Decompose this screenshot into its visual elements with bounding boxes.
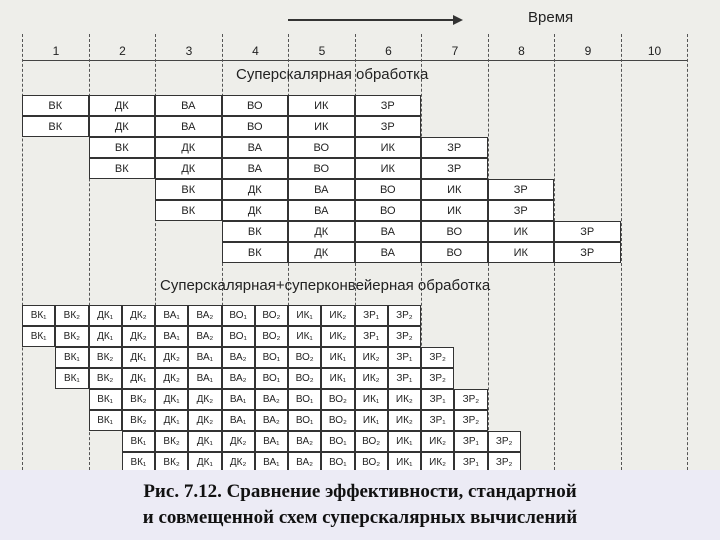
substage-cell: ВК₁: [89, 410, 122, 431]
substage-cell: ИК₂: [421, 452, 454, 473]
stage-cell: ВО: [421, 221, 488, 242]
time-arrow-line: [288, 19, 453, 21]
substage-cell: ЗР₂: [421, 368, 454, 389]
stage-cell: ИК: [488, 221, 555, 242]
substage-cell: ВО₁: [321, 431, 354, 452]
substage-cell: ВА₂: [222, 347, 255, 368]
stage-cell: ВК: [22, 95, 89, 116]
caption-line-2: и совмещенной схем суперскалярных вычислений: [142, 507, 578, 528]
stage-cell: ВК: [89, 137, 156, 158]
substage-cell: ВО₂: [288, 368, 321, 389]
figure-caption: [0, 470, 720, 540]
stage-cell: ВО: [421, 242, 488, 263]
substage-cell: ВО₂: [255, 305, 288, 326]
time-tick-6: 6: [385, 44, 392, 58]
substage-cell: ИК₂: [388, 410, 421, 431]
stage-cell: ДК: [155, 158, 222, 179]
stage-cell: ВО: [288, 137, 355, 158]
substage-cell: ВО₁: [288, 389, 321, 410]
substage-cell: ВК₂: [55, 326, 88, 347]
time-tick-9: 9: [584, 44, 592, 58]
stage-cell: ВО: [222, 116, 289, 137]
substage-cell: ДК₁: [122, 347, 155, 368]
substage-cell: ЗР₂: [454, 410, 487, 431]
stage-cell: ЗР: [554, 221, 621, 242]
stage-cell: ЗР: [554, 242, 621, 263]
substage-cell: ВО₂: [321, 410, 354, 431]
substage-cell: ВК₂: [122, 410, 155, 431]
stage-cell: ИК: [488, 242, 555, 263]
time-tick-10: 10: [647, 44, 662, 58]
stage-cell: ВА: [222, 158, 289, 179]
stage-cell: ДК: [288, 242, 355, 263]
substage-cell: ДК₂: [122, 326, 155, 347]
stage-cell: ВА: [155, 95, 222, 116]
stage-cell: ИК: [421, 179, 488, 200]
substage-cell: ДК₂: [155, 347, 188, 368]
substage-cell: ИК₂: [388, 389, 421, 410]
substage-cell: ЗР₂: [388, 305, 421, 326]
substage-cell: ДК₁: [89, 305, 122, 326]
substage-cell: ВА₁: [255, 431, 288, 452]
substage-cell: ВО₂: [288, 347, 321, 368]
time-tick-2: 2: [119, 44, 126, 58]
substage-cell: ЗР₁: [421, 410, 454, 431]
substage-cell: ДК₁: [155, 389, 188, 410]
substage-cell: ВА₁: [155, 326, 188, 347]
substage-cell: ДК₁: [188, 431, 221, 452]
stage-cell: ВА: [288, 179, 355, 200]
stage-cell: ЗР: [421, 137, 488, 158]
substage-cell: ВК₁: [22, 326, 55, 347]
stage-cell: ДК: [89, 116, 156, 137]
stage-cell: ЗР: [488, 200, 555, 221]
time-axis-label: Время: [528, 9, 574, 26]
time-tick-5: 5: [318, 44, 326, 58]
time-tick-4: 4: [252, 44, 259, 58]
time-arrow-head-icon: [453, 15, 463, 25]
stage-cell: ВА: [222, 137, 289, 158]
substage-cell: ИК₂: [321, 305, 354, 326]
substage-cell: ЗР₂: [488, 431, 521, 452]
substage-cell: ДК₂: [155, 368, 188, 389]
substage-cell: ВА₂: [188, 305, 221, 326]
section2-title: Суперскалярная+суперконвейерная обработка: [160, 277, 491, 294]
stage-cell: ЗР: [355, 95, 422, 116]
substage-cell: ИК₁: [288, 305, 321, 326]
substage-cell: ВА₂: [288, 431, 321, 452]
substage-cell: ИК₂: [421, 431, 454, 452]
substage-cell: ДК₁: [122, 368, 155, 389]
substage-cell: ИК₂: [355, 368, 388, 389]
substage-cell: ВА₂: [255, 389, 288, 410]
section1-title: Суперскалярная обработка: [236, 66, 429, 83]
substage-cell: ВК₁: [22, 305, 55, 326]
stage-cell: ВК: [155, 200, 222, 221]
substage-cell: ЗР₂: [454, 389, 487, 410]
substage-cell: ДК₂: [222, 452, 255, 473]
substage-cell: ИК₁: [321, 347, 354, 368]
substage-cell: ВА₂: [188, 326, 221, 347]
stage-cell: ДК: [222, 200, 289, 221]
substage-cell: ДК₁: [155, 410, 188, 431]
substage-cell: ЗР₁: [454, 431, 487, 452]
substage-cell: ВО₁: [288, 410, 321, 431]
substage-cell: ЗР₁: [355, 305, 388, 326]
substage-cell: ВА₁: [188, 347, 221, 368]
substage-cell: ЗР₂: [421, 347, 454, 368]
substage-cell: ВО₁: [255, 347, 288, 368]
substage-cell: ВО₂: [355, 452, 388, 473]
substage-cell: ВО₁: [321, 452, 354, 473]
substage-cell: ВА₁: [222, 410, 255, 431]
stage-cell: ВА: [355, 242, 422, 263]
substage-cell: ВО₂: [255, 326, 288, 347]
substage-cell: ВК₂: [155, 452, 188, 473]
substage-cell: ВК₂: [155, 431, 188, 452]
stage-cell: ДК: [288, 221, 355, 242]
substage-cell: ЗР₁: [388, 368, 421, 389]
stage-cell: ВК: [22, 116, 89, 137]
substage-cell: ДК₁: [188, 452, 221, 473]
substage-cell: ЗР₁: [421, 389, 454, 410]
substage-cell: ВК₂: [55, 305, 88, 326]
stage-cell: ВА: [155, 116, 222, 137]
stage-cell: ИК: [421, 200, 488, 221]
stage-cell: ИК: [355, 137, 422, 158]
substage-cell: ИК₂: [321, 326, 354, 347]
substage-cell: ВА₁: [255, 452, 288, 473]
stage-cell: ВК: [222, 242, 289, 263]
substage-cell: ВК₁: [122, 431, 155, 452]
stage-cell: ВА: [355, 221, 422, 242]
substage-cell: ВА₂: [255, 410, 288, 431]
substage-cell: ВО₂: [321, 389, 354, 410]
substage-cell: ДК₂: [188, 389, 221, 410]
substage-cell: ДК₂: [122, 305, 155, 326]
substage-cell: ЗР₁: [454, 452, 487, 473]
substage-cell: ИК₁: [355, 410, 388, 431]
stage-cell: ЗР: [488, 179, 555, 200]
substage-cell: ВО₁: [255, 368, 288, 389]
stage-cell: ВА: [288, 200, 355, 221]
time-tick-3: 3: [185, 44, 193, 58]
substage-cell: ДК₂: [222, 431, 255, 452]
stage-cell: ВК: [155, 179, 222, 200]
substage-cell: ЗР₁: [355, 326, 388, 347]
stage-cell: ВО: [288, 158, 355, 179]
stage-cell: ДК: [222, 179, 289, 200]
stage-cell: ЗР: [421, 158, 488, 179]
substage-cell: ВК₂: [89, 347, 122, 368]
substage-cell: ЗР₂: [488, 452, 521, 473]
substage-cell: ВК₁: [55, 347, 88, 368]
stage-cell: ВО: [355, 200, 422, 221]
substage-cell: ИК₁: [355, 389, 388, 410]
stage-cell: ИК: [355, 158, 422, 179]
stage-cell: ЗР: [355, 116, 422, 137]
substage-cell: ВК₁: [89, 389, 122, 410]
stage-cell: ВК: [222, 221, 289, 242]
time-tick-8: 8: [518, 44, 525, 58]
substage-cell: ИК₁: [321, 368, 354, 389]
substage-cell: ВО₁: [222, 326, 255, 347]
substage-cell: ЗР₁: [388, 347, 421, 368]
substage-cell: ДК₂: [188, 410, 221, 431]
substage-cell: ВА₂: [288, 452, 321, 473]
time-tick-1: 1: [52, 44, 60, 58]
stage-cell: ИК: [288, 95, 355, 116]
substage-cell: ИК₁: [288, 326, 321, 347]
substage-cell: ДК₁: [89, 326, 122, 347]
time-tick-7: 7: [451, 44, 459, 58]
substage-cell: ВК₂: [89, 368, 122, 389]
substage-cell: ВА₂: [222, 368, 255, 389]
stage-cell: ВО: [222, 95, 289, 116]
substage-cell: ВО₂: [355, 431, 388, 452]
substage-cell: ИК₁: [388, 431, 421, 452]
stage-cell: ДК: [89, 95, 156, 116]
stage-cell: ВО: [355, 179, 422, 200]
stage-cell: ДК: [155, 137, 222, 158]
substage-cell: ВК₁: [122, 452, 155, 473]
substage-cell: ВК₁: [55, 368, 88, 389]
substage-cell: ВО₁: [222, 305, 255, 326]
substage-cell: ВА₁: [222, 389, 255, 410]
stage-cell: ИК: [288, 116, 355, 137]
caption-line-1: Рис. 7.12. Сравнение эффективности, стандартной: [143, 481, 577, 502]
substage-cell: ВА₁: [188, 368, 221, 389]
stage-cell: ВК: [89, 158, 156, 179]
time-gridline: [621, 34, 622, 470]
time-gridline: [687, 34, 688, 470]
substage-cell: ВК₂: [122, 389, 155, 410]
substage-cell: ИК₂: [355, 347, 388, 368]
substage-cell: ИК₁: [388, 452, 421, 473]
substage-cell: ЗР₂: [388, 326, 421, 347]
substage-cell: ВА₁: [155, 305, 188, 326]
